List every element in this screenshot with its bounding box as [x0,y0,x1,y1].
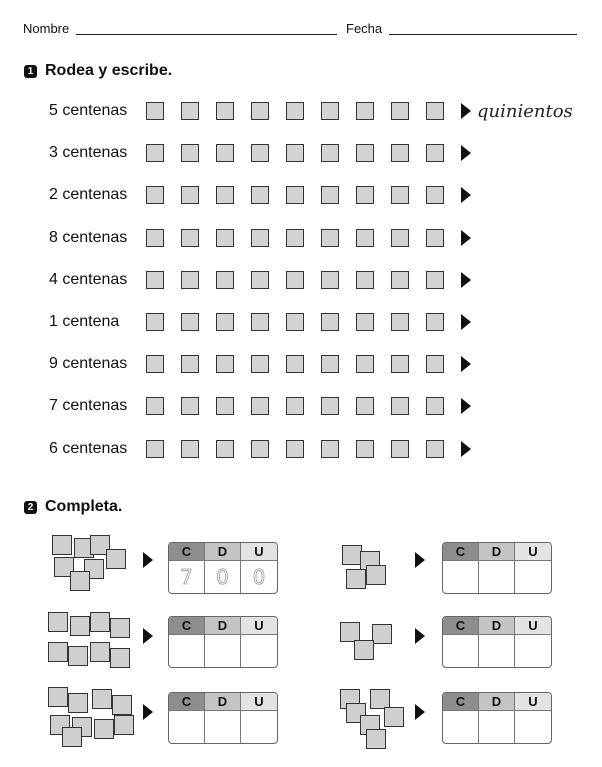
hundred-square[interactable] [181,355,199,373]
hundred-square [366,729,386,749]
hundred-square[interactable] [356,397,374,415]
hundred-square[interactable] [321,355,339,373]
arrow-right-icon [461,187,471,203]
hundred-square[interactable] [216,102,234,120]
arrow-right-icon [461,314,471,330]
hundred-square [70,616,90,636]
hundred-square[interactable] [391,186,409,204]
place-value-table [168,616,278,668]
column-header-c: C [169,543,205,561]
hundreds-row [49,269,477,291]
column-header-d: D [479,543,515,561]
hundred-square[interactable] [286,271,304,289]
hundred-square[interactable] [426,144,444,162]
hundred-square[interactable] [321,440,339,458]
answer-text[interactable]: quinientos [477,100,573,122]
hundred-square[interactable] [286,229,304,247]
column-header-u: U [515,693,551,711]
hundred-square[interactable] [216,397,234,415]
hundred-square[interactable] [391,440,409,458]
hundreds-row [49,142,477,164]
exercise-1-title: Rodea y escribe. [45,62,173,79]
digit-value: 0 [252,565,266,589]
hundred-square[interactable] [146,355,164,373]
place-value-table [442,542,552,594]
column-header-u: U [241,543,277,561]
arrow-right-icon [461,398,471,414]
hundred-square[interactable] [146,313,164,331]
hundred-square[interactable] [356,229,374,247]
hundred-square[interactable] [356,440,374,458]
digit-cell[interactable] [443,561,479,593]
hundred-square[interactable] [251,440,269,458]
hundred-square[interactable] [426,440,444,458]
hundred-square[interactable] [251,313,269,331]
hundred-square [354,640,374,660]
arrow-right-icon [415,628,425,644]
column-header-c: C [443,617,479,635]
row-label: 7 centenas [49,397,128,415]
hundred-square[interactable] [146,397,164,415]
date-label: Fecha [346,21,383,36]
digit-cell[interactable] [169,711,205,743]
hundred-square[interactable] [356,355,374,373]
arrow-right-icon [461,272,471,288]
hundred-square[interactable] [286,144,304,162]
hundred-square[interactable] [356,144,374,162]
row-label: 6 centenas [49,439,128,457]
row-label: 9 centenas [49,355,128,373]
hundred-square[interactable] [181,229,199,247]
hundred-square[interactable] [321,397,339,415]
hundred-square[interactable] [391,102,409,120]
digit-cell[interactable] [205,635,241,667]
arrow-right-icon [143,704,153,720]
hundred-square [384,707,404,727]
row-label: 1 centena [49,313,120,330]
hundred-square[interactable] [181,440,199,458]
hundred-square[interactable] [146,271,164,289]
arrow-right-icon [415,552,425,568]
column-header-c: C [169,617,205,635]
hundred-square[interactable] [391,355,409,373]
hundred-square [110,648,130,668]
hundred-square[interactable] [321,271,339,289]
row-label: 3 centenas [49,144,128,162]
hundred-square[interactable] [216,355,234,373]
hundred-square[interactable] [146,229,164,247]
hundred-square[interactable] [356,271,374,289]
hundred-square[interactable] [146,440,164,458]
hundred-square[interactable] [251,186,269,204]
place-value-table [168,692,278,744]
place-value-table [168,542,278,594]
hundred-square [62,727,82,747]
hundred-square [90,612,110,632]
hundred-square [370,689,390,709]
hundred-square[interactable] [146,144,164,162]
column-header-d: D [205,693,241,711]
arrow-right-icon [461,145,471,161]
hundred-square [48,642,68,662]
hundred-square[interactable] [181,271,199,289]
column-header-u: U [515,617,551,635]
hundred-square [48,612,68,632]
hundred-square[interactable] [251,102,269,120]
digit-cell[interactable] [241,635,277,667]
digit-cell[interactable] [479,561,515,593]
digit-cell[interactable] [205,561,241,593]
digit-cell[interactable] [443,635,479,667]
digit-cell[interactable] [479,635,515,667]
arrow-right-icon [143,552,153,568]
hundred-square[interactable] [391,271,409,289]
column-header-c: C [443,543,479,561]
hundred-square[interactable] [216,186,234,204]
hundred-square [342,545,362,565]
hundred-square[interactable] [181,102,199,120]
hundred-square[interactable] [216,313,234,331]
column-header-u: U [241,617,277,635]
hundred-square[interactable] [391,144,409,162]
exercise-2-title: Completa. [45,498,123,515]
hundred-square[interactable] [321,229,339,247]
name-label: Nombre [23,21,70,36]
hundreds-row [49,227,477,249]
hundred-square[interactable] [426,229,444,247]
hundred-square [94,719,114,739]
hundred-square[interactable] [391,229,409,247]
row-label: 8 centenas [49,228,128,246]
hundred-square [92,689,112,709]
column-header-u: U [241,693,277,711]
hundred-square [372,624,392,644]
hundred-square[interactable] [426,397,444,415]
exercise-2-number: 2 [24,501,37,514]
digit-cell[interactable] [479,711,515,743]
hundreds-row [49,438,477,460]
hundred-square[interactable] [391,313,409,331]
hundred-square[interactable] [251,144,269,162]
hundred-square[interactable] [251,355,269,373]
hundred-square[interactable] [321,144,339,162]
hundred-square[interactable] [286,397,304,415]
hundred-square[interactable] [146,102,164,120]
hundred-square [52,535,72,555]
hundred-square[interactable] [286,102,304,120]
hundred-square[interactable] [426,271,444,289]
hundred-square[interactable] [286,186,304,204]
hundreds-row [49,184,477,206]
hundred-square[interactable] [356,313,374,331]
hundred-square[interactable] [426,186,444,204]
place-value-table [442,692,552,744]
digit-cell[interactable] [241,561,277,593]
digit-cell[interactable] [205,711,241,743]
hundred-square [366,565,386,585]
hundred-square [90,642,110,662]
hundred-square[interactable] [146,186,164,204]
digit-value: 0 [216,565,229,589]
digit-cell[interactable] [169,635,205,667]
digit-cell[interactable] [515,561,551,593]
hundred-square[interactable] [356,186,374,204]
hundreds-row [49,100,573,122]
digit-cell[interactable] [515,711,551,743]
digit-cell[interactable] [515,635,551,667]
column-header-d: D [205,543,241,561]
hundred-square[interactable] [356,102,374,120]
exercise-2-heading [24,498,122,516]
hundreds-row [49,353,477,375]
arrow-right-icon [143,628,153,644]
arrow-right-icon [461,441,471,457]
hundred-square[interactable] [216,229,234,247]
hundred-square [340,622,360,642]
hundred-square[interactable] [251,397,269,415]
hundred-square[interactable] [216,440,234,458]
hundred-square [48,687,68,707]
digit-cell[interactable] [241,711,277,743]
hundred-square[interactable] [216,144,234,162]
digit-value: 7 [180,565,193,589]
exercise-1-number: 1 [24,65,37,78]
hundred-square[interactable] [426,313,444,331]
hundred-square [106,549,126,569]
hundred-square [68,693,88,713]
arrow-right-icon [461,103,471,119]
exercise-1-heading [24,62,172,80]
column-header-d: D [205,617,241,635]
date-line[interactable] [389,34,577,35]
arrow-right-icon [415,704,425,720]
hundred-square[interactable] [286,440,304,458]
place-value-table [442,616,552,668]
hundred-square [346,569,366,589]
hundred-square[interactable] [286,313,304,331]
hundred-square[interactable] [251,229,269,247]
name-line[interactable] [76,34,337,35]
hundred-square[interactable] [216,271,234,289]
hundred-square[interactable] [181,397,199,415]
row-label: 4 centenas [49,270,128,288]
hundreds-row [49,311,477,333]
hundred-square [70,571,90,591]
hundred-square [68,646,88,666]
hundred-square[interactable] [391,397,409,415]
hundred-square[interactable] [286,355,304,373]
hundred-square[interactable] [426,102,444,120]
column-header-c: C [169,693,205,711]
column-header-c: C [443,693,479,711]
hundred-square[interactable] [251,271,269,289]
hundred-square[interactable] [321,186,339,204]
arrow-right-icon [461,230,471,246]
digit-cell[interactable] [443,711,479,743]
hundred-square [110,618,130,638]
arrow-right-icon [461,356,471,372]
hundreds-row [49,395,477,417]
hundred-square[interactable] [181,313,199,331]
column-header-d: D [479,617,515,635]
row-label: 5 centenas [49,102,128,119]
hundred-square[interactable] [321,313,339,331]
hundred-square [112,695,132,715]
hundred-square[interactable] [426,355,444,373]
hundred-square[interactable] [181,144,199,162]
hundred-square [114,715,134,735]
row-label: 2 centenas [49,186,128,204]
column-header-u: U [515,543,551,561]
digit-cell[interactable] [169,561,205,593]
hundred-square[interactable] [181,186,199,204]
column-header-d: D [479,693,515,711]
hundred-square[interactable] [321,102,339,120]
